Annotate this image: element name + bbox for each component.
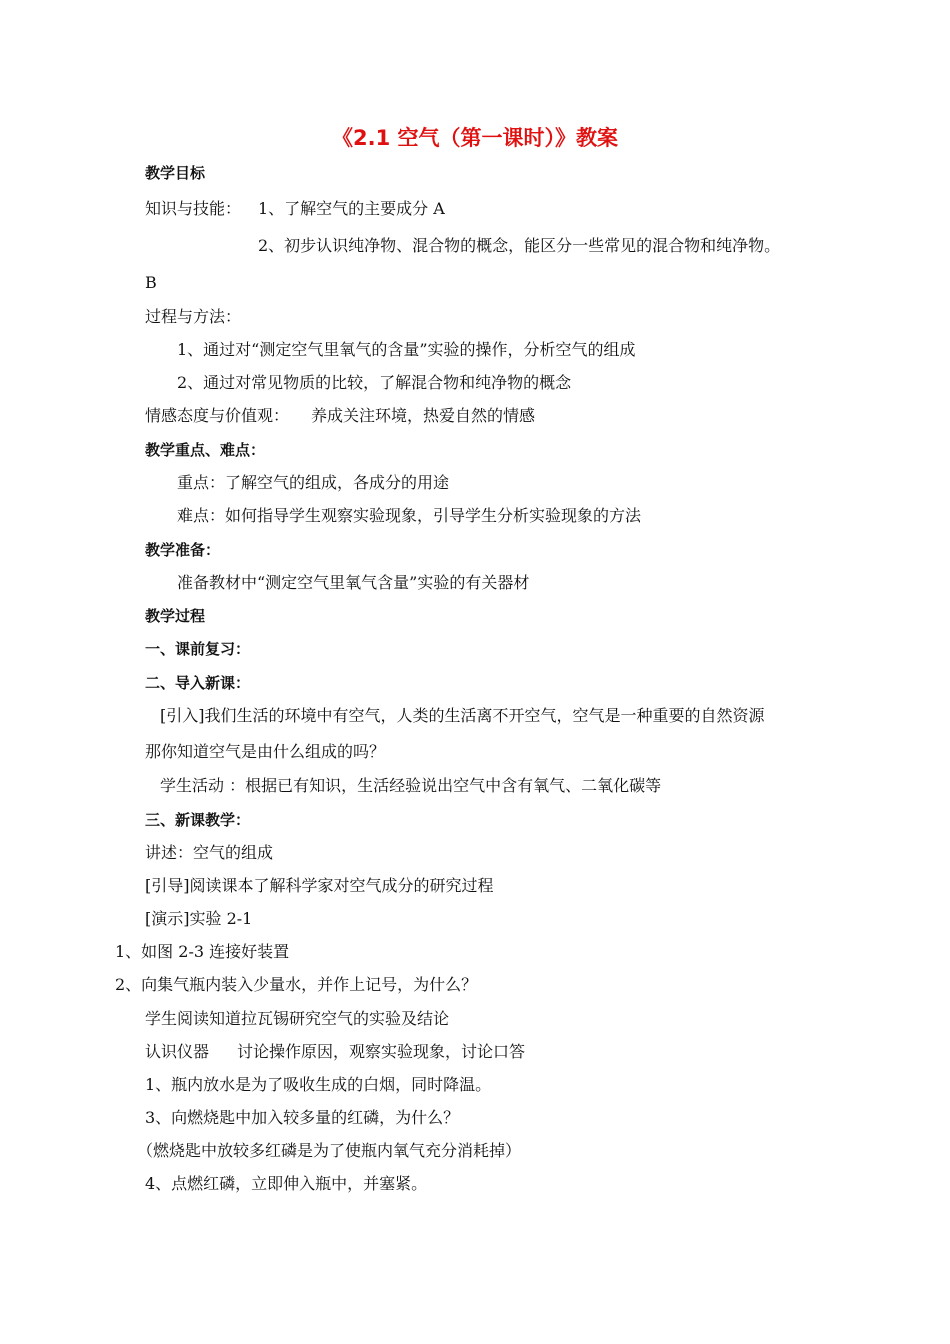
answer-1: 1、瓶内放水是为了吸收生成的白烟，同时降温。 [145, 1075, 492, 1094]
guide: [引导]阅读课本了解科学家对空气成分的研究过程 [145, 876, 494, 895]
key-points-heading: 教学重点、难点： [145, 441, 266, 459]
knowledge-item-2-grade: B [145, 273, 157, 292]
process-item-1: 1、通过对“测定空气里氧气的含量”实验的操作，分析空气的组成 [177, 340, 636, 359]
key-point: 重点：了解空气的组成，各成分的用途 [177, 473, 450, 492]
preparation-heading: 教学准备： [145, 541, 221, 559]
identify-label: 认识仪器 [145, 1042, 210, 1061]
emotion-text: 养成关注环境，热爱自然的情感 [311, 406, 536, 425]
lecture: 讲述：空气的组成 [145, 843, 274, 862]
preparation-text: 准备教材中“测定空气里氧气含量”实验的有关器材 [177, 573, 530, 592]
review-heading: 一、课前复习： [145, 640, 251, 658]
answer-4: 4、点燃红磷，立即伸入瓶中，并塞紧。 [145, 1174, 428, 1193]
step-2: 2、向集气瓶内装入少量水，并作上记号，为什么？ [115, 975, 478, 994]
demo: [演示]实验 2-1 [145, 909, 253, 928]
intro-heading: 二、导入新课： [145, 674, 251, 692]
difficulty: 难点：如何指导学生观察实验现象，引导学生分析实验现象的方法 [177, 506, 642, 525]
objectives-heading: 教学目标 [145, 164, 206, 182]
new-lesson-heading: 三、新课教学： [145, 811, 251, 829]
knowledge-item-1: 1、了解空气的主要成分 A [258, 199, 445, 218]
answer-3-reason: （燃烧匙中放较多红磷是为了使瓶内氧气充分消耗掉） [137, 1141, 522, 1160]
process-label: 过程与方法： [145, 307, 242, 326]
process-heading: 教学过程 [145, 607, 206, 625]
document-title: 《2.1 空气（第一课时）》教案 [331, 126, 618, 150]
knowledge-label: 知识与技能： [145, 199, 242, 218]
step-1: 1、如图 2-3 连接好装置 [115, 942, 290, 961]
emotion-label: 情感态度与价值观： [145, 406, 290, 425]
intro-text-1: [引入]我们生活的环境中有空气，人类的生活离不开空气，空气是一种重要的自然资源 [160, 706, 765, 725]
identify-text: 讨论操作原因，观察实验现象，讨论口答 [237, 1042, 526, 1061]
process-item-2: 2、通过对常见物质的比较，了解混合物和纯净物的概念 [177, 373, 572, 392]
answer-3: 3、向燃烧匙中加入较多量的红磷，为什么？ [145, 1108, 460, 1127]
student-activity: 学生活动 ：根据已有知识，生活经验说出空气中含有氧气、二氧化碳等 [160, 776, 662, 795]
knowledge-item-2: 2、初步认识纯净物、混合物的概念，能区分一些常见的混合物和纯净物。 [258, 236, 781, 255]
intro-text-2: 那你知道空气是由什么组成的吗？ [145, 742, 386, 761]
read-conclusion: 学生阅读知道拉瓦锡研究空气的实验及结论 [145, 1009, 450, 1028]
